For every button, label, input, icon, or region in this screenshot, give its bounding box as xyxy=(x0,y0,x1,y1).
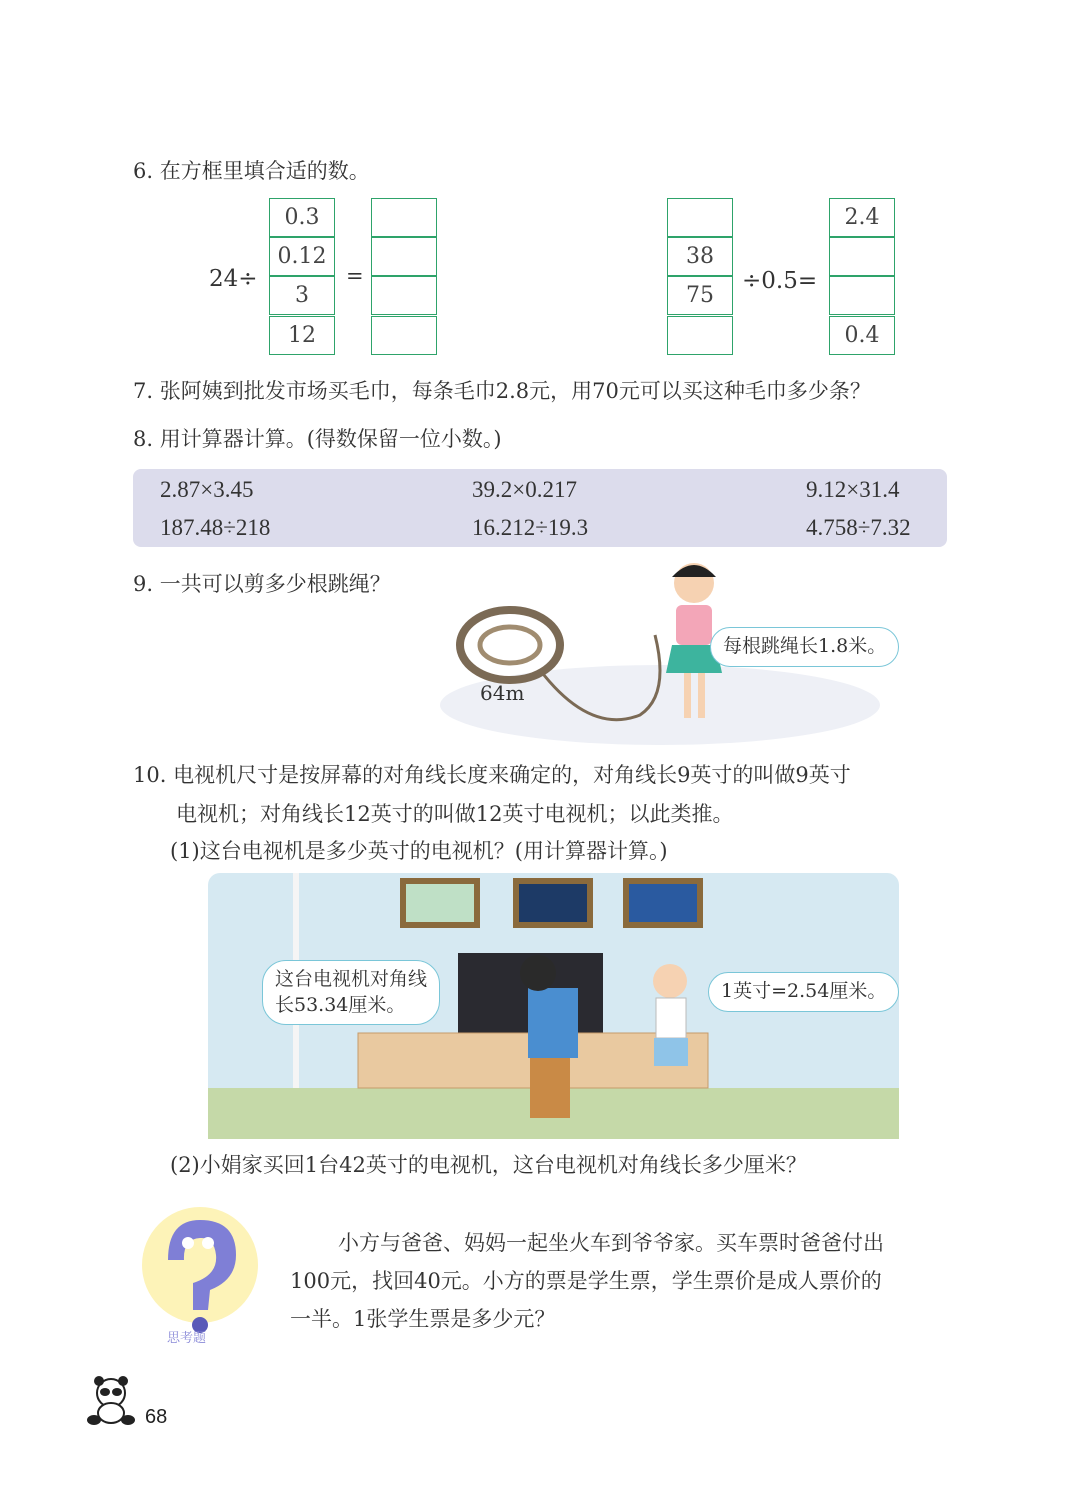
rope-length-label: 64m xyxy=(480,681,525,705)
answer-box[interactable] xyxy=(371,237,437,276)
q7-text: 7. 张阿姨到批发市场买毛巾，每条毛巾2.8元，用70元可以买这种毛巾多少条？ xyxy=(133,379,871,403)
q6-left-equals: = xyxy=(346,264,364,288)
speech-bubble: 每根跳绳长1.8米。 xyxy=(710,627,899,667)
quotient-box[interactable] xyxy=(829,237,895,276)
answer-box[interactable] xyxy=(371,198,437,237)
calc-item: 4.758÷7.32 xyxy=(806,515,911,540)
q9-text: 9. 一共可以剪多少根跳绳？ xyxy=(133,572,391,596)
thinking-label: 思考题 xyxy=(167,1331,207,1346)
dividend-box[interactable] xyxy=(667,316,733,355)
thinking-line: 小方与爸爸、妈妈一起坐火车到爷爷家。买车票时爸爸付出 xyxy=(338,1231,884,1255)
q6-right-operator: ÷0.5= xyxy=(742,268,818,294)
q10-line2: 电视机；对角线长12英寸的叫做12英寸电视机；以此类推。 xyxy=(176,802,734,826)
q10-part1: (1)这台电视机是多少英寸的电视机？(用计算器计算。) xyxy=(170,839,668,863)
q10-line1: 10. 电视机尺寸是按屏幕的对角线长度来确定的，对角线长9英寸的叫做9英寸 xyxy=(133,763,851,787)
divisor-box: 12 xyxy=(269,316,335,355)
q6-left-prefix: 24÷ xyxy=(209,266,258,292)
q10-part2: (2)小娟家买回1台42英寸的电视机，这台电视机对角线长多少厘米？ xyxy=(170,1153,807,1177)
bubble-line: 这台电视机对角线 xyxy=(275,968,428,990)
speech-bubble-boy xyxy=(262,960,440,1025)
divisor-box: 3 xyxy=(269,276,335,315)
answer-box[interactable] xyxy=(371,316,437,355)
quotient-box[interactable] xyxy=(829,276,895,315)
calc-item: 16.212÷19.3 xyxy=(472,515,589,540)
q8-title: 8. 用计算器计算。(得数保留一位小数。) xyxy=(133,427,502,451)
panda-icon xyxy=(86,1373,136,1428)
dividend-box: 75 xyxy=(667,276,733,315)
thinking-line: 100元，找回40元。小方的票是学生票，学生票价是成人票价的 xyxy=(290,1269,882,1293)
answer-box[interactable] xyxy=(371,276,437,315)
divisor-box: 0.3 xyxy=(269,198,335,237)
calc-item: 9.12×31.4 xyxy=(806,477,900,502)
dividend-box[interactable] xyxy=(667,198,733,237)
calc-item: 2.87×3.45 xyxy=(160,477,254,502)
bubble-line: 长53.34厘米。 xyxy=(275,993,406,1016)
page-number: 68 xyxy=(145,1406,168,1428)
calc-item: 39.2×0.217 xyxy=(472,477,577,502)
divisor-box: 0.12 xyxy=(269,237,335,276)
q6-title: 6. 在方框里填合适的数。 xyxy=(133,159,370,183)
quotient-box: 2.4 xyxy=(829,198,895,237)
speech-bubble-girl: 1英寸=2.54厘米。 xyxy=(708,972,899,1012)
thinking-line: 一半。1张学生票是多少元？ xyxy=(290,1307,556,1331)
dividend-box: 38 xyxy=(667,237,733,276)
quotient-box: 0.4 xyxy=(829,316,895,355)
calc-item: 187.48÷218 xyxy=(160,515,271,540)
